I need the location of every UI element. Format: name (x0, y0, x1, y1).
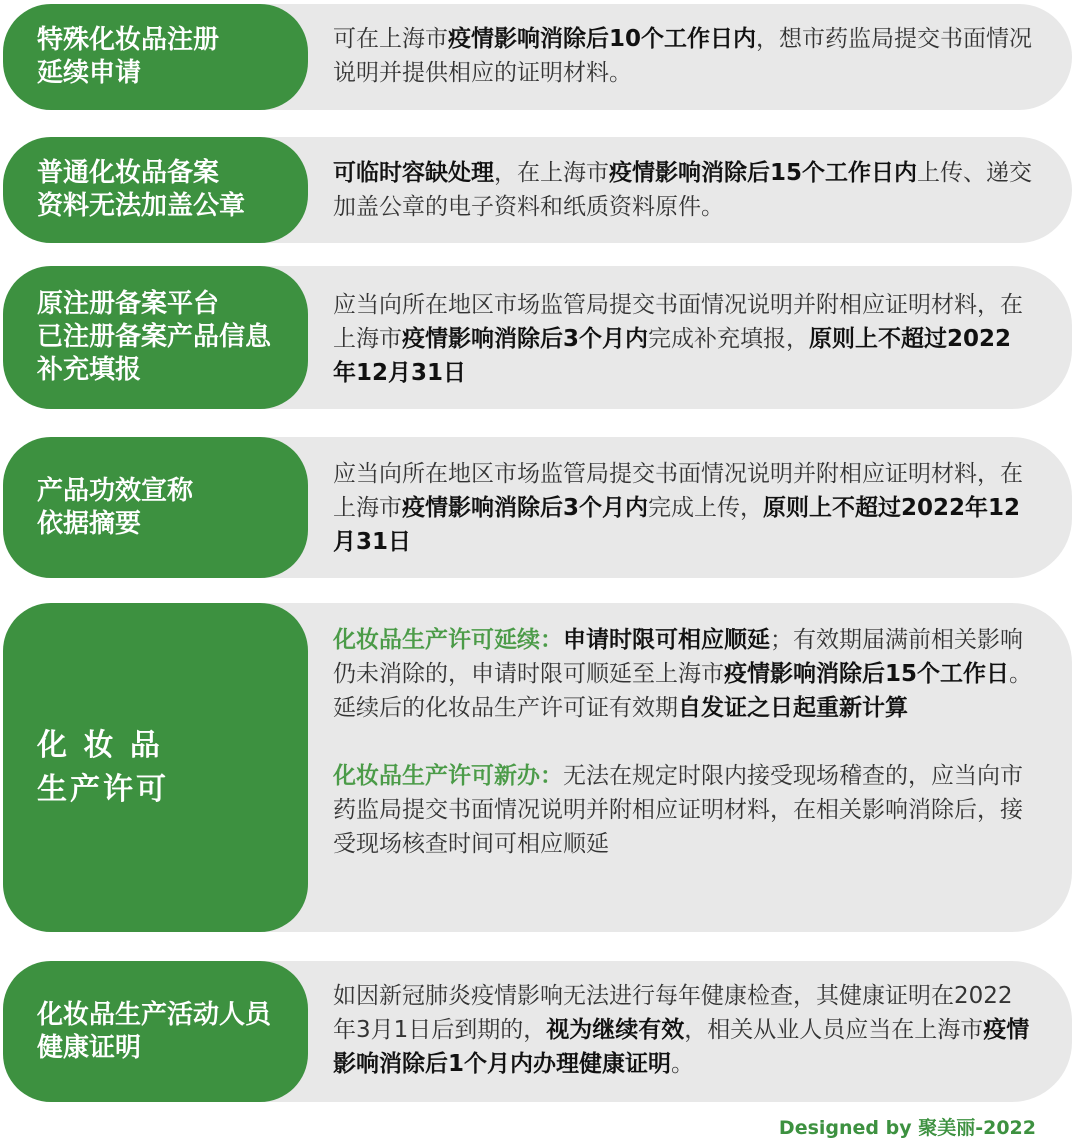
row-description (333, 623, 1032, 861)
highlight-text: 疫情影响消除后1个月内办理健康证明 (333, 1017, 1030, 1077)
policy-row (0, 961, 1080, 1102)
body-text: ；有效期届满前相关影响仍未消除的，申请时限可顺延至上海市 (333, 627, 1023, 687)
body-text: 上传、递交加盖公章的电子资料和纸质资料原件。 (333, 160, 1033, 220)
highlight-text: 疫情影响消除后10个工作日内 (448, 26, 757, 52)
row-description (333, 156, 1032, 224)
highlight-text: 原则上不超过2022年12月31日 (333, 495, 1021, 555)
body-text: 应当向所在地区市场监管局提交书面情况说明并附相应证明材料，在上海市 (333, 292, 1023, 352)
highlight-text: 原则上不超过2022年12月31日 (333, 326, 1012, 386)
row-description (333, 22, 1032, 90)
policy-row (0, 266, 1080, 409)
paragraph-gap (333, 725, 1032, 759)
row-description (333, 457, 1032, 559)
body-text: 可在上海市 (333, 26, 448, 52)
highlight-text: 可临时容缺处理 (333, 160, 494, 186)
policy-row (0, 137, 1080, 243)
row-label: 普通化妆品备案 资料无法加盖公章 (3, 137, 308, 243)
policy-row (0, 437, 1080, 578)
row-label: 化 妆 品 生产许可 (3, 603, 308, 932)
row-description (333, 288, 1032, 390)
subheading-text: 化妆品生产许可延续： (333, 627, 563, 653)
body-text: 。延续后的化妆品生产许可证有效期 (333, 661, 1033, 721)
body-text: 无法在规定时限内接受现场稽查的，应当向市药监局提交书面情况说明并附相应证明材料，在相关影响消除后，接受现场核查时间可相应顺延 (333, 763, 1023, 857)
row-label: 特殊化妆品注册 延续申请 (3, 4, 308, 110)
row-description (333, 979, 1032, 1081)
footer-credit: Designed by 聚美丽-2022 (778, 1117, 1036, 1139)
body-text: ，相关从业人员应当在上海市 (684, 1017, 984, 1043)
body-text: 应当向所在地区市场监管局提交书面情况说明并附相应证明材料，在上海市 (333, 461, 1023, 521)
policy-row (0, 603, 1080, 932)
body-text: ，想市药监局提交书面情况说明并提供相应的证明材料。 (333, 26, 1033, 86)
body-text: 完成上传， (648, 495, 764, 521)
highlight-text: 视为继续有效 (546, 1017, 685, 1043)
body-text: 如因新冠肺炎疫情影响无法进行每年健康检查，其健康证明在2022年3月1日后到期的， (333, 983, 1013, 1043)
highlight-text: 申请时限可相应顺延 (563, 627, 770, 653)
policy-row (0, 4, 1080, 110)
body-text: ，在上海市 (494, 160, 609, 186)
highlight-text: 疫情影响消除后3个月内 (402, 326, 649, 352)
row-label: 产品功效宣称 依据摘要 (3, 437, 308, 578)
body-text: 。 (671, 1051, 695, 1077)
highlight-text: 疫情影响消除后15个工作日 (724, 661, 1010, 687)
highlight-text: 自发证之日起重新计算 (678, 695, 908, 721)
subheading-text: 化妆品生产许可新办： (333, 763, 563, 789)
row-label: 原注册备案平台 已注册备案产品信息 补充填报 (3, 266, 308, 409)
highlight-text: 疫情影响消除后15个工作日内 (609, 160, 918, 186)
body-text: 完成补充填报， (648, 326, 810, 352)
highlight-text: 疫情影响消除后3个月内 (402, 495, 649, 521)
row-label: 化妆品生产活动人员 健康证明 (3, 961, 308, 1102)
